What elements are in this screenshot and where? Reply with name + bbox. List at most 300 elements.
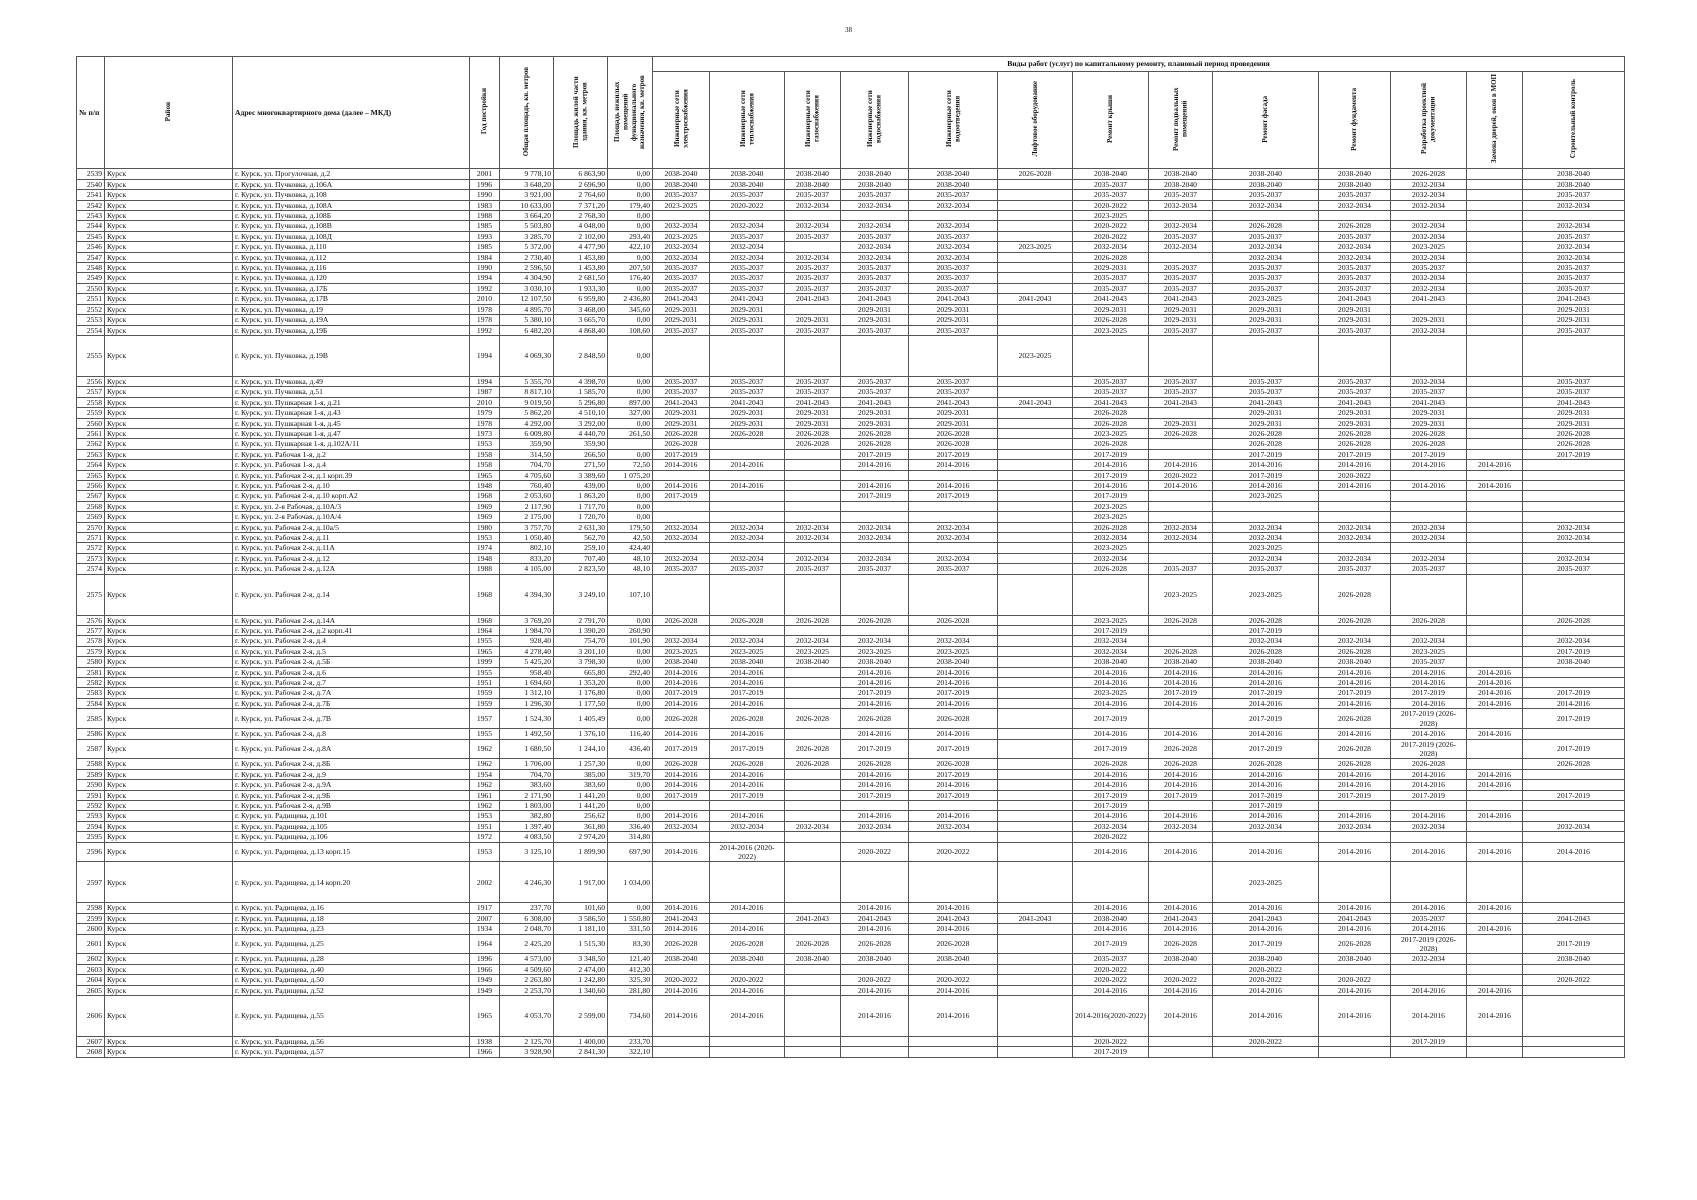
work-period-cell: 2035-2037: [1391, 387, 1467, 397]
work-period-cell: 2032-2034: [1523, 200, 1625, 210]
work-period-cell: 2032-2034: [1319, 200, 1391, 210]
nonliving-area-cell: 0,00: [608, 657, 653, 667]
work-period-cell: 2041-2043: [1523, 294, 1625, 304]
work-period-cell: 2026-2028: [785, 428, 841, 438]
table-row: [77, 975, 1625, 985]
work-period-cell: 2014-2016: [710, 780, 785, 790]
row-number: 2585: [77, 709, 105, 729]
work-period-cell: 2035-2037: [653, 564, 710, 574]
district-cell: Курск: [105, 283, 233, 293]
work-period-cell: 2026-2028: [841, 709, 909, 729]
work-period-cell: 2020-2022: [1149, 470, 1213, 480]
work-period-cell: 2032-2034: [1319, 636, 1391, 646]
row-number: 2570: [77, 522, 105, 532]
work-period-cell: [909, 470, 998, 480]
table-row: [77, 800, 1625, 810]
table-row: [77, 480, 1625, 490]
nonliving-area-cell: 0,00: [608, 449, 653, 459]
work-period-cell: [1467, 200, 1523, 210]
work-period-cell: [1467, 190, 1523, 200]
row-number: 2580: [77, 657, 105, 667]
district-cell: Курск: [105, 408, 233, 418]
work-period-cell: 2032-2034: [1213, 522, 1319, 532]
work-period-cell: [1149, 335, 1213, 376]
header-work-type: Строительный контроль: [1523, 72, 1625, 169]
address-cell: г. Курск, ул. Рабочая 2-я, д.12: [233, 553, 470, 563]
work-period-cell: 2032-2034: [785, 553, 841, 563]
work-period-cell: [1319, 832, 1391, 842]
row-number: 2590: [77, 780, 105, 790]
district-cell: Курск: [105, 688, 233, 698]
work-period-cell: 2029-2031: [710, 418, 785, 428]
work-period-cell: 2032-2034: [710, 252, 785, 262]
total-area-cell: 1 492,50: [500, 729, 554, 739]
work-period-cell: [1149, 491, 1213, 501]
work-period-cell: [710, 862, 785, 903]
address-cell: г. Курск, ул. Рабочая 2-я, д.2 корп.41: [233, 626, 470, 636]
work-period-cell: [1467, 211, 1523, 221]
work-period-cell: 2014-2016: [1073, 903, 1149, 913]
work-period-cell: 2026-2028: [710, 709, 785, 729]
work-period-cell: [785, 543, 841, 553]
work-period-cell: [998, 832, 1073, 842]
table-row: [77, 408, 1625, 418]
district-cell: Курск: [105, 397, 233, 407]
header-work-type: Замена дверей, окон в МОП: [1467, 72, 1523, 169]
row-number: 2553: [77, 315, 105, 325]
table-row: [77, 564, 1625, 574]
work-period-cell: 2032-2034: [710, 821, 785, 831]
year-cell: 1948: [470, 553, 500, 563]
year-cell: 1954: [470, 769, 500, 779]
work-period-cell: 2014-2016: [909, 985, 998, 995]
work-period-cell: 2032-2034: [1213, 533, 1319, 543]
work-period-cell: 2035-2037: [653, 387, 710, 397]
total-area-cell: 4 705,60: [500, 470, 554, 480]
work-period-cell: 2035-2037: [785, 387, 841, 397]
work-period-cell: 2035-2037: [909, 283, 998, 293]
work-period-cell: 2035-2037: [1319, 564, 1391, 574]
work-period-cell: 2014-2016: [909, 729, 998, 739]
work-period-cell: 2026-2028: [785, 934, 841, 954]
work-period-cell: 2017-2019 (2026-2028): [1391, 739, 1467, 759]
work-period-cell: [1467, 964, 1523, 974]
work-period-cell: 2014-2016: [1149, 924, 1213, 934]
work-period-cell: 2026-2028: [998, 169, 1073, 179]
total-area-cell: 1 050,40: [500, 533, 554, 543]
work-period-cell: 2020-2022: [710, 975, 785, 985]
year-cell: 1961: [470, 790, 500, 800]
address-cell: г. Курск, ул. Пучковка, д.17В: [233, 294, 470, 304]
work-period-cell: 2032-2034: [785, 252, 841, 262]
work-period-cell: [1391, 975, 1467, 985]
year-cell: 1966: [470, 964, 500, 974]
work-period-cell: [1391, 335, 1467, 376]
total-area-cell: 2 048,70: [500, 924, 554, 934]
work-period-cell: [1523, 491, 1625, 501]
work-period-cell: [1319, 491, 1391, 501]
living-area-cell: 1 441,20: [554, 800, 608, 810]
work-period-cell: 2041-2043: [841, 397, 909, 407]
year-cell: 1968: [470, 615, 500, 625]
nonliving-area-cell: 422,10: [608, 242, 653, 252]
table-row: [77, 283, 1625, 293]
living-area-cell: 1 181,10: [554, 924, 608, 934]
address-cell: г. Курск, ул. Пучковка, д.120: [233, 273, 470, 283]
work-period-cell: 2026-2028: [785, 759, 841, 769]
work-period-cell: [998, 975, 1073, 985]
work-period-cell: 2017-2019: [1391, 688, 1467, 698]
work-period-cell: 2026-2028: [653, 428, 710, 438]
table-row: [77, 335, 1625, 376]
work-period-cell: [710, 335, 785, 376]
work-period-cell: [998, 491, 1073, 501]
row-number: 2542: [77, 200, 105, 210]
year-cell: 1978: [470, 315, 500, 325]
work-period-cell: 2014-2016: [1467, 780, 1523, 790]
work-period-cell: [710, 439, 785, 449]
row-number: 2604: [77, 975, 105, 985]
work-period-cell: [1213, 512, 1319, 522]
living-area-cell: 361,80: [554, 821, 608, 831]
year-cell: 1965: [470, 470, 500, 480]
total-area-cell: 3 921,00: [500, 190, 554, 200]
work-period-cell: 2035-2037: [1523, 263, 1625, 273]
total-area-cell: 3 285,70: [500, 231, 554, 241]
work-period-cell: 2014-2016: [710, 460, 785, 470]
table-row: [77, 512, 1625, 522]
work-period-cell: 2041-2043: [653, 397, 710, 407]
work-period-cell: [1467, 179, 1523, 189]
district-cell: Курск: [105, 315, 233, 325]
row-number: 2569: [77, 512, 105, 522]
row-number: 2601: [77, 934, 105, 954]
work-period-cell: 2032-2034: [909, 221, 998, 231]
work-period-cell: [1149, 1037, 1213, 1047]
work-period-cell: 2014-2016: [909, 667, 998, 677]
district-cell: Курск: [105, 780, 233, 790]
work-period-cell: 2041-2043: [1073, 397, 1149, 407]
work-period-cell: [998, 470, 1073, 480]
work-period-cell: [1523, 543, 1625, 553]
work-period-cell: [1213, 211, 1319, 221]
work-period-cell: 2017-2019 (2026-2028): [1391, 934, 1467, 954]
work-period-cell: [785, 678, 841, 688]
work-period-cell: [1467, 646, 1523, 656]
work-period-cell: 2017-2019: [841, 491, 909, 501]
work-period-cell: 2035-2037: [1523, 190, 1625, 200]
living-area-cell: 1 453,80: [554, 263, 608, 273]
total-area-cell: 382,80: [500, 811, 554, 821]
district-cell: Курск: [105, 1047, 233, 1057]
work-period-cell: 2017-2019: [1073, 470, 1149, 480]
work-period-cell: 2035-2037: [1523, 325, 1625, 335]
work-period-cell: [1149, 408, 1213, 418]
address-cell: г. Курск, ул. Радищева, д.57: [233, 1047, 470, 1057]
table-row: [77, 501, 1625, 511]
total-area-cell: 12 107,50: [500, 294, 554, 304]
total-area-cell: 2 253,70: [500, 985, 554, 995]
work-period-cell: 2014-2016: [1073, 667, 1149, 677]
nonliving-area-cell: 207,50: [608, 263, 653, 273]
living-area-cell: 3 249,10: [554, 574, 608, 615]
work-period-cell: 2014-2016: [710, 924, 785, 934]
address-cell: г. Курск, ул. Рабочая 2-я, д.11А: [233, 543, 470, 553]
work-period-cell: 2020-2022: [841, 842, 909, 862]
work-period-cell: 2017-2019: [1213, 790, 1319, 800]
work-period-cell: [653, 574, 710, 615]
row-number: 2573: [77, 553, 105, 563]
work-period-cell: [785, 790, 841, 800]
work-period-cell: 2014-2016: [653, 996, 710, 1037]
work-period-cell: 2014-2016: [1391, 924, 1467, 934]
table-header: [77, 57, 1625, 169]
work-period-cell: 2017-2019: [1073, 1047, 1149, 1057]
table-row: [77, 242, 1625, 252]
row-number: 2544: [77, 221, 105, 231]
work-period-cell: [998, 543, 1073, 553]
work-period-cell: 2035-2037: [1391, 657, 1467, 667]
table-row: [77, 460, 1625, 470]
work-period-cell: [998, 842, 1073, 862]
work-period-cell: [1523, 460, 1625, 470]
work-period-cell: 2029-2031: [909, 418, 998, 428]
work-period-cell: 2014-2016: [1213, 480, 1319, 490]
work-period-cell: 2041-2043: [1213, 913, 1319, 923]
work-period-cell: 2035-2037: [841, 376, 909, 386]
total-area-cell: 2 053,60: [500, 491, 554, 501]
work-period-cell: [998, 522, 1073, 532]
address-cell: г. Курск, ул. Рабочая 2-я, д.8: [233, 729, 470, 739]
work-period-cell: 2020-2022: [1073, 231, 1149, 241]
year-cell: 1972: [470, 832, 500, 842]
work-period-cell: [1467, 1047, 1523, 1057]
work-period-cell: [785, 996, 841, 1037]
address-cell: г. Курск, ул. Рабочая 2-я, д.9Б: [233, 790, 470, 800]
row-number: 2541: [77, 190, 105, 200]
work-period-cell: 2014-2016: [1319, 780, 1391, 790]
work-period-cell: 2014-2016: [1467, 769, 1523, 779]
work-period-cell: 2035-2037: [841, 263, 909, 273]
work-period-cell: 2035-2037: [1213, 376, 1319, 386]
address-cell: г. Курск, ул. Рабочая 2-я, д.10 корп.А2: [233, 491, 470, 501]
nonliving-area-cell: 0,00: [608, 190, 653, 200]
work-period-cell: 2029-2031: [1523, 315, 1625, 325]
work-period-cell: [1391, 574, 1467, 615]
work-period-cell: 2014-2016: [909, 780, 998, 790]
district-cell: Курск: [105, 325, 233, 335]
work-period-cell: [785, 1047, 841, 1057]
table-row: [77, 325, 1625, 335]
work-period-cell: 2014-2016: [1319, 903, 1391, 913]
work-period-cell: [785, 832, 841, 842]
work-period-cell: 2014-2016: [841, 996, 909, 1037]
year-cell: 1965: [470, 996, 500, 1037]
work-period-cell: 2029-2031: [909, 408, 998, 418]
district-cell: Курск: [105, 242, 233, 252]
work-period-cell: [1523, 780, 1625, 790]
living-area-cell: 4 440,70: [554, 428, 608, 438]
work-period-cell: [841, 626, 909, 636]
address-cell: г. Курск, ул. Пучковка, д.116: [233, 263, 470, 273]
work-period-cell: 2026-2028: [1319, 739, 1391, 759]
total-area-cell: 4 573,00: [500, 954, 554, 964]
work-period-cell: [998, 263, 1073, 273]
year-cell: 1993: [470, 231, 500, 241]
work-period-cell: 2035-2037: [710, 263, 785, 273]
work-period-cell: [1467, 913, 1523, 923]
work-period-cell: [1523, 501, 1625, 511]
work-period-cell: 2032-2034: [653, 533, 710, 543]
district-cell: Курск: [105, 954, 233, 964]
nonliving-area-cell: 0,00: [608, 512, 653, 522]
work-period-cell: 2032-2034: [1391, 200, 1467, 210]
work-period-cell: 2026-2028: [1523, 428, 1625, 438]
total-area-cell: 6 308,00: [500, 913, 554, 923]
year-cell: 1959: [470, 688, 500, 698]
work-period-cell: 2032-2034: [1523, 821, 1625, 831]
work-period-cell: [998, 646, 1073, 656]
work-period-cell: 2035-2037: [710, 231, 785, 241]
work-period-cell: 2026-2028: [1073, 315, 1149, 325]
row-number: 2555: [77, 335, 105, 376]
work-period-cell: [1523, 996, 1625, 1037]
work-period-cell: [1467, 263, 1523, 273]
work-period-cell: 2014-2016: [1073, 842, 1149, 862]
work-period-cell: [1319, 543, 1391, 553]
work-period-cell: 2026-2028: [1319, 934, 1391, 954]
work-period-cell: [998, 533, 1073, 543]
work-period-cell: [1149, 626, 1213, 636]
work-period-cell: 2014-2016: [1467, 842, 1523, 862]
work-period-cell: [1467, 294, 1523, 304]
work-period-cell: [998, 190, 1073, 200]
year-cell: 1978: [470, 304, 500, 314]
work-period-cell: 2017-2019: [1073, 626, 1149, 636]
work-period-cell: 2014-2016: [909, 996, 998, 1037]
work-period-cell: 2014-2016: [909, 480, 998, 490]
work-period-cell: 2026-2028: [1073, 759, 1149, 769]
work-period-cell: 2026-2028: [1073, 418, 1149, 428]
work-period-cell: [998, 325, 1073, 335]
work-period-cell: 2029-2031: [1073, 304, 1149, 314]
work-period-cell: 2026-2028: [1319, 759, 1391, 769]
work-period-cell: 2026-2028: [1149, 646, 1213, 656]
table-row: [77, 553, 1625, 563]
work-period-cell: 2017-2019: [1073, 449, 1149, 459]
work-period-cell: [1319, 626, 1391, 636]
work-period-cell: 2017-2019: [653, 739, 710, 759]
district-cell: Курск: [105, 964, 233, 974]
work-period-cell: 2035-2037: [1149, 376, 1213, 386]
total-area-cell: 1 984,70: [500, 626, 554, 636]
address-cell: г. Курск, ул. Радищева, д.23: [233, 924, 470, 934]
work-period-cell: 2014-2016: [1467, 667, 1523, 677]
living-area-cell: 1 400,00: [554, 1037, 608, 1047]
work-period-cell: 2014-2016: [1319, 729, 1391, 739]
work-period-cell: 2014-2016: [841, 729, 909, 739]
work-period-cell: 2026-2028: [841, 439, 909, 449]
table-row: [77, 231, 1625, 241]
address-cell: г. Курск, ул. Рабочая 1-я, д.2: [233, 449, 470, 459]
work-period-cell: 2038-2040: [841, 954, 909, 964]
row-number: 2589: [77, 769, 105, 779]
work-period-cell: [785, 800, 841, 810]
work-period-cell: 2032-2034: [1073, 646, 1149, 656]
work-period-cell: 2035-2037: [909, 273, 998, 283]
work-period-cell: [998, 439, 1073, 449]
work-period-cell: [1467, 821, 1523, 831]
work-period-cell: 2038-2040: [1073, 657, 1149, 667]
work-period-cell: 2026-2028: [1073, 252, 1149, 262]
table-row: [77, 387, 1625, 397]
work-period-cell: 2035-2037: [653, 263, 710, 273]
work-period-cell: 2032-2034: [1149, 821, 1213, 831]
living-area-cell: 2 599,00: [554, 996, 608, 1037]
work-period-cell: 2014-2016: [1467, 924, 1523, 934]
work-period-cell: [1149, 964, 1213, 974]
work-period-cell: [785, 574, 841, 615]
work-period-cell: 2035-2037: [1073, 954, 1149, 964]
work-period-cell: 2029-2031: [785, 408, 841, 418]
work-period-cell: [1319, 335, 1391, 376]
work-period-cell: 2014-2016: [1319, 460, 1391, 470]
work-period-cell: 2026-2028: [1523, 759, 1625, 769]
work-period-cell: 2035-2037: [785, 190, 841, 200]
table-row: [77, 200, 1625, 210]
table-row: [77, 397, 1625, 407]
total-area-cell: 704,70: [500, 769, 554, 779]
total-area-cell: 3 928,90: [500, 1047, 554, 1057]
work-period-cell: 2029-2031: [841, 304, 909, 314]
row-number: 2562: [77, 439, 105, 449]
row-number: 2605: [77, 985, 105, 995]
total-area-cell: 4 278,40: [500, 646, 554, 656]
district-cell: Курск: [105, 821, 233, 831]
living-area-cell: 439,00: [554, 480, 608, 490]
work-period-cell: 2014-2016: [653, 678, 710, 688]
table-row: [77, 769, 1625, 779]
work-period-cell: 2026-2028: [1319, 615, 1391, 625]
work-period-cell: 2023-2025: [1073, 512, 1149, 522]
work-period-cell: 2032-2034: [841, 221, 909, 231]
work-period-cell: 2026-2028: [710, 759, 785, 769]
nonliving-area-cell: 281,80: [608, 985, 653, 995]
work-period-cell: 2035-2037: [1391, 263, 1467, 273]
row-number: 2568: [77, 501, 105, 511]
work-period-cell: 2032-2034: [1523, 636, 1625, 646]
work-period-cell: [1467, 315, 1523, 325]
work-period-cell: [785, 924, 841, 934]
work-period-cell: 2026-2028: [1073, 564, 1149, 574]
work-period-cell: 2014-2016: [653, 698, 710, 708]
district-cell: Курск: [105, 428, 233, 438]
work-period-cell: 2029-2031: [1213, 408, 1319, 418]
work-period-cell: 2023-2025: [998, 242, 1073, 252]
work-period-cell: 2014-2016: [1073, 769, 1149, 779]
work-period-cell: 2014-2016: [1467, 688, 1523, 698]
year-cell: 1992: [470, 325, 500, 335]
work-period-cell: [1467, 273, 1523, 283]
row-number: 2546: [77, 242, 105, 252]
work-period-cell: 2029-2031: [1391, 418, 1467, 428]
table-row: [77, 449, 1625, 459]
work-period-cell: 2038-2040: [785, 954, 841, 964]
work-period-cell: [785, 501, 841, 511]
table-row: [77, 273, 1625, 283]
table-row: [77, 574, 1625, 615]
work-period-cell: 2029-2031: [909, 304, 998, 314]
